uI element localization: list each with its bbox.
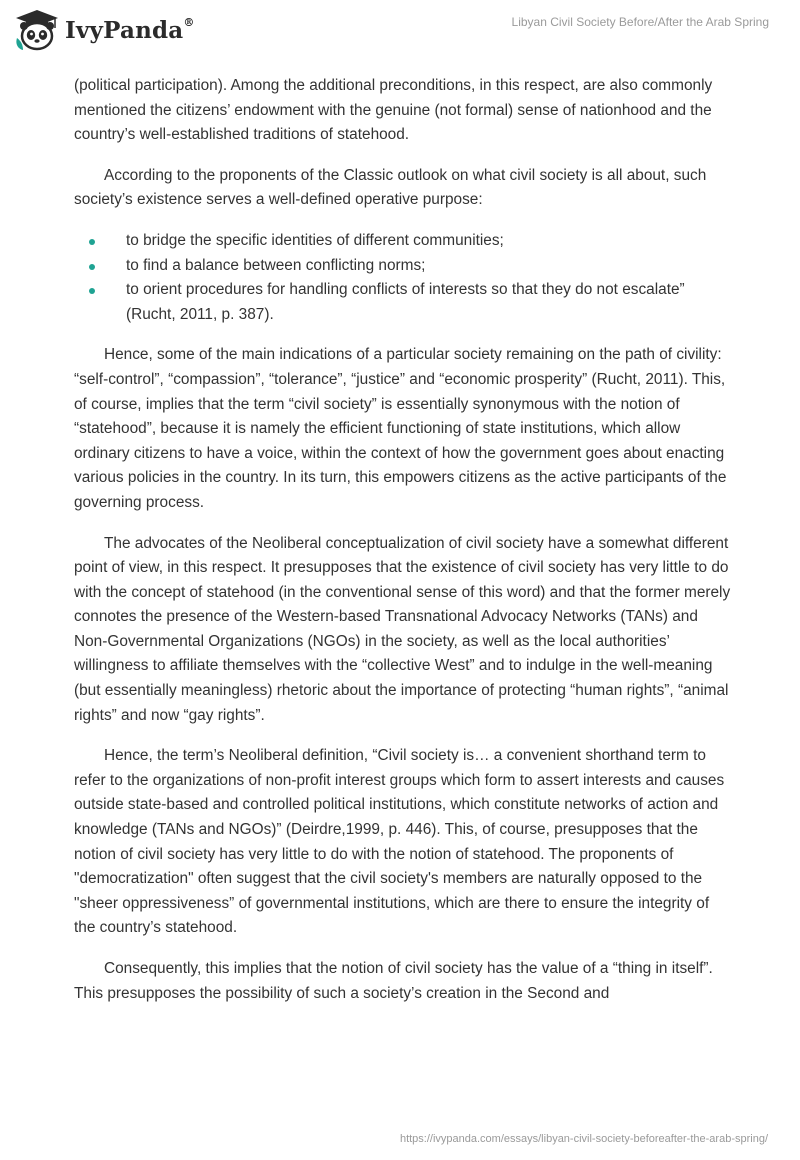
- bullet-dot-icon: [89, 239, 95, 245]
- bullet-list: [74, 229, 734, 327]
- bullet-dot-icon: [89, 264, 95, 270]
- bullet-dot-icon: [89, 288, 95, 294]
- paragraph-2: According to the proponents of the Classic outlook on what civil society is all about, such society’s existence serves a well-defined operative purpose:: [74, 166, 707, 209]
- source-url-link[interactable]: https://ivypanda.com/essays/libyan-civil-society-beforeafter-the-arab-spring/: [399, 1133, 768, 1145]
- article-body: [74, 74, 734, 1022]
- paragraph-4: The advocates of the Neoliberal conceptualization of civil society have a somewhat different point of view, in this respect. It presupposes that the existence of civil society has very little to do with the concept of statehood (in the conventional sense of this word) and that the former merely connotes the presence of the Western-based Transnational Advocacy Networks (TANs) and Non-Governmental Organizations (NGOs) in the society, as well as the local authorities’ willingness to affiliate themselves with the “collective West” and to indulge in the well-meaning (but essentially meaningless) rhetoric about the importance of protecting “human rights”, “animal rights” and now “gay rights”.: [74, 534, 731, 724]
- list-item: to orient procedures for handling conflicts of interests so that they do not escalate” (Rucht, 2011, p. 387).: [74, 278, 734, 327]
- running-title: Libyan Civil Society Before/After the Arab Spring: [511, 15, 769, 29]
- paragraph-3: Hence, some of the main indications of a particular society remaining on the path of civility: “self-control”, “compassion”, “tolerance”, “justice” and “economic prosperity” (Rucht, 2011). This, of course, implies that the term “civil society” is essentially synonymous with the notion of “statehood”, because it is namely the efficient functioning of state institutions, which allow ordinary citizens to have a voice, within the context of how the government goes about enacting various policies in the country. In its turn, this empowers citizens as the active participants of the governing process.: [74, 346, 727, 511]
- brand-name: IvyPanda®: [65, 15, 195, 44]
- paragraph-1: (political participation). Among the additional preconditions, in this respect, are also commonly mentioned the citizens’ endowment with the genuine (not formal) sense of nationhood and the country’s well-established traditions of statehood.: [74, 77, 713, 144]
- list-item: to find a balance between conflicting norms;: [74, 254, 734, 279]
- paragraph-6: Consequently, this implies that the notion of civil society has the value of a “thing in itself”. This presupposes the possibility of such a society’s creation in the Second and: [74, 960, 713, 1002]
- ivypanda-logo[interactable]: [14, 8, 195, 52]
- panda-mascot-icon: [14, 8, 60, 52]
- page-header: [0, 0, 800, 62]
- paragraph-5: Hence, the term’s Neoliberal definition, “Civil society is… a convenient shorthand term to refer to the organizations of non-profit interest groups which form to assert interests and causes outside state-based and controlled political institutions, which constitute networks of action and knowledge (TANs and NGOs)” (Deirdre,1999, p. 446). This, of course, presupposes that the notion of civil society has very little to do with the notion of statehood. The proponents of "democratization" often suggest that the civil society's members are naturally opposed to the "sheer oppressiveness” of governmental institutions, which are there to ensure the integrity of the country’s statehood.: [74, 747, 725, 937]
- list-item: to bridge the specific identities of different communities;: [74, 229, 734, 254]
